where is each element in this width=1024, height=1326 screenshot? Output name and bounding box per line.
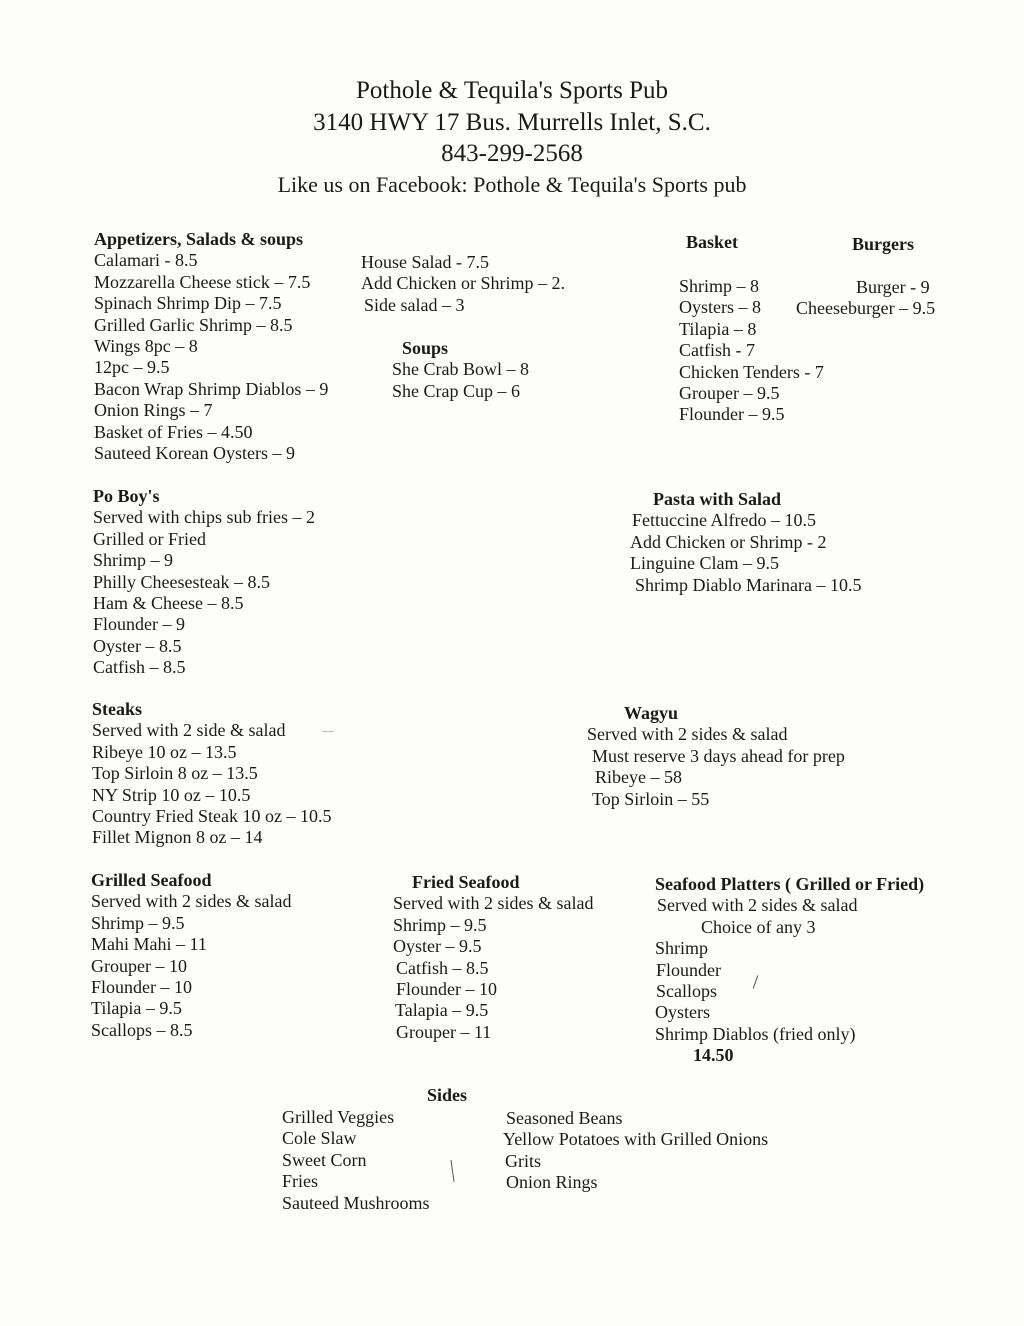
menu-item: Flounder: [656, 959, 721, 980]
side-item: Sauteed Mushrooms: [282, 1192, 430, 1213]
menu-item: Shrimp Diablos (fried only): [655, 1023, 856, 1044]
menu-item: Grilled or Fried: [93, 528, 206, 549]
menu-item: Served with chips sub fries – 2: [93, 507, 315, 528]
menu-item: Burger - 9: [856, 277, 930, 297]
menu-item: Philly Cheesesteak – 8.5: [93, 571, 270, 592]
menu-item: Tilapia – 8: [679, 318, 757, 339]
menu-item: Grouper – 10: [91, 955, 187, 976]
menu-item: She Crab Bowl – 8: [392, 359, 529, 380]
platters-served: Served with 2 sides & salad: [657, 895, 858, 916]
menu-item: Chicken Tenders - 7: [679, 361, 824, 382]
menu-item: Fettuccine Alfredo – 10.5: [632, 510, 816, 531]
menu-item: Catfish – 8.5: [396, 957, 489, 978]
basket-title: [686, 232, 738, 253]
menu-item: Spinach Shrimp Dip – 7.5: [94, 293, 282, 314]
platters-section: [655, 874, 924, 1067]
menu-item: Served with 2 side & salad: [92, 720, 286, 741]
poboys-title: Po Boy's: [93, 486, 160, 506]
basket-title-text: Basket: [686, 232, 739, 252]
side-item: Grilled Veggies: [282, 1107, 395, 1127]
menu-item: She Crap Cup – 6: [392, 380, 520, 401]
menu-item: Basket of Fries – 4.50: [94, 421, 253, 442]
menu-item: Flounder – 9.5: [679, 404, 785, 425]
poboys-section: [93, 486, 315, 679]
menu-item: Linguine Clam – 9.5: [630, 553, 779, 574]
sides-left: [282, 1107, 430, 1214]
restaurant-name: Pothole & Tequila's Sports Pub: [355, 77, 669, 104]
menu-item: Top Sirloin – 55: [592, 788, 710, 809]
side-item: Sweet Corn: [282, 1149, 367, 1170]
menu-item: Flounder – 10: [396, 979, 497, 1000]
sides-title-text: Sides: [427, 1085, 468, 1105]
menu-item: Add Chicken or Shrimp – 2.: [361, 273, 565, 294]
soups-title: Soups: [402, 338, 449, 358]
platters-price: 14.50: [693, 1045, 734, 1066]
steaks-title: Steaks: [92, 699, 143, 719]
scan-speck: [322, 731, 334, 732]
restaurant-address: 3140 HWY 17 Bus. Murrells Inlet, S.C.: [313, 109, 711, 136]
burgers-title-text: Burgers: [852, 234, 914, 254]
menu-item: Scallops – 8.5: [91, 1019, 193, 1040]
side-item: Grits: [505, 1150, 541, 1171]
menu-item: Served with 2 sides & salad: [393, 893, 594, 914]
menu-item: 12pc – 9.5: [94, 357, 170, 378]
menu-item: Country Fried Steak 10 oz – 10.5: [92, 806, 332, 827]
fried-seafood-section: [393, 872, 593, 1043]
menu-item: Shrimp Diablo Marinara – 10.5: [635, 574, 862, 595]
menu-item: Mozzarella Cheese stick – 7.5: [94, 271, 311, 292]
sides-right: [503, 1108, 768, 1194]
menu-item: Wings 8pc – 8: [94, 336, 198, 357]
menu-item: Grouper – 9.5: [679, 383, 780, 404]
menu-item: Served with 2 sides & salad: [91, 891, 292, 912]
side-item: Seasoned Beans: [506, 1108, 623, 1128]
menu-item: Shrimp: [655, 938, 709, 959]
menu-item: Mahi Mahi – 11: [91, 934, 207, 955]
menu-item: Flounder – 10: [91, 977, 192, 998]
pasta-title: Pasta with Salad: [653, 489, 782, 509]
menu-item: Tilapia – 9.5: [91, 998, 182, 1019]
grilled-seafood-section: [91, 870, 291, 1041]
menu-item: Ribeye – 58: [595, 767, 682, 788]
menu-item: Flounder – 9: [93, 614, 185, 635]
menu-item: Oysters – 8: [679, 297, 761, 318]
appetizers-title: Appetizers, Salads & soups: [94, 229, 304, 249]
platters-title: Seafood Platters ( Grilled or Fried): [655, 874, 925, 894]
menu-item: Bacon Wrap Shrimp Diablos – 9: [94, 378, 329, 399]
fried-seafood-title: Fried Seafood: [412, 872, 520, 892]
sides-title: [427, 1085, 467, 1106]
menu-item: Add Chicken or Shrimp - 2: [630, 531, 827, 552]
menu-item: Must reserve 3 days ahead for prep: [592, 745, 845, 766]
side-item: Cole Slaw: [282, 1128, 357, 1149]
menu-item: Oysters: [655, 1002, 710, 1023]
menu-item: Catfish - 7: [679, 340, 755, 361]
menu-item: Shrimp – 9.5: [91, 912, 185, 933]
menu-item: Ham & Cheese – 8.5: [93, 593, 244, 614]
steaks-section: [92, 699, 331, 849]
platters-choice: Choice of any 3: [701, 916, 816, 937]
salads-section: [361, 252, 565, 316]
facebook-line: Like us on Facebook: Pothole & Tequila's Sports pub: [277, 172, 747, 197]
menu-item: Sauteed Korean Oysters – 9: [94, 443, 295, 464]
menu-item: Shrimp – 9: [93, 550, 174, 571]
grilled-seafood-title: Grilled Seafood: [91, 870, 212, 890]
menu-item: Side salad – 3: [364, 294, 465, 315]
menu-item: Oyster – 9.5: [393, 936, 482, 957]
menu-item: Cheeseburger – 9.5: [796, 298, 936, 319]
wagyu-section: [587, 703, 845, 810]
menu-item: Oyster – 8.5: [93, 635, 182, 656]
menu-item: Talapia – 9.5: [395, 1000, 489, 1021]
soups-section: [392, 338, 529, 402]
wagyu-title: Wagyu: [624, 703, 679, 723]
appetizers-section: [94, 229, 328, 464]
menu-item: Grouper – 11: [396, 1021, 492, 1042]
side-item: Fries: [282, 1171, 318, 1192]
menu-item: Scallops: [656, 981, 717, 1002]
restaurant-phone: 843-299-2568: [441, 140, 583, 167]
menu-item: Shrimp – 8: [679, 276, 760, 296]
menu-item: Catfish – 8.5: [93, 657, 186, 678]
menu-item: Fillet Mignon 8 oz – 14: [92, 827, 263, 848]
burgers-title: [852, 234, 914, 255]
menu-item: Served with 2 sides & salad: [587, 724, 788, 745]
menu-item: NY Strip 10 oz – 10.5: [92, 784, 251, 805]
menu-item: Shrimp – 9.5: [393, 914, 487, 935]
pasta-section: [630, 489, 861, 596]
side-item: Onion Rings: [506, 1172, 598, 1193]
side-item: Yellow Potatoes with Grilled Onions: [503, 1129, 769, 1150]
menu-item: Ribeye 10 oz – 13.5: [92, 741, 237, 762]
scan-speck: [450, 1160, 454, 1182]
burgers-section: [796, 277, 935, 320]
menu-item: Calamari - 8.5: [94, 250, 198, 271]
menu-item: House Salad - 7.5: [361, 252, 489, 272]
menu-item: Onion Rings – 7: [94, 400, 213, 421]
menu-item: Grilled Garlic Shrimp – 8.5: [94, 314, 293, 335]
menu-item: Top Sirloin 8 oz – 13.5: [92, 763, 258, 784]
